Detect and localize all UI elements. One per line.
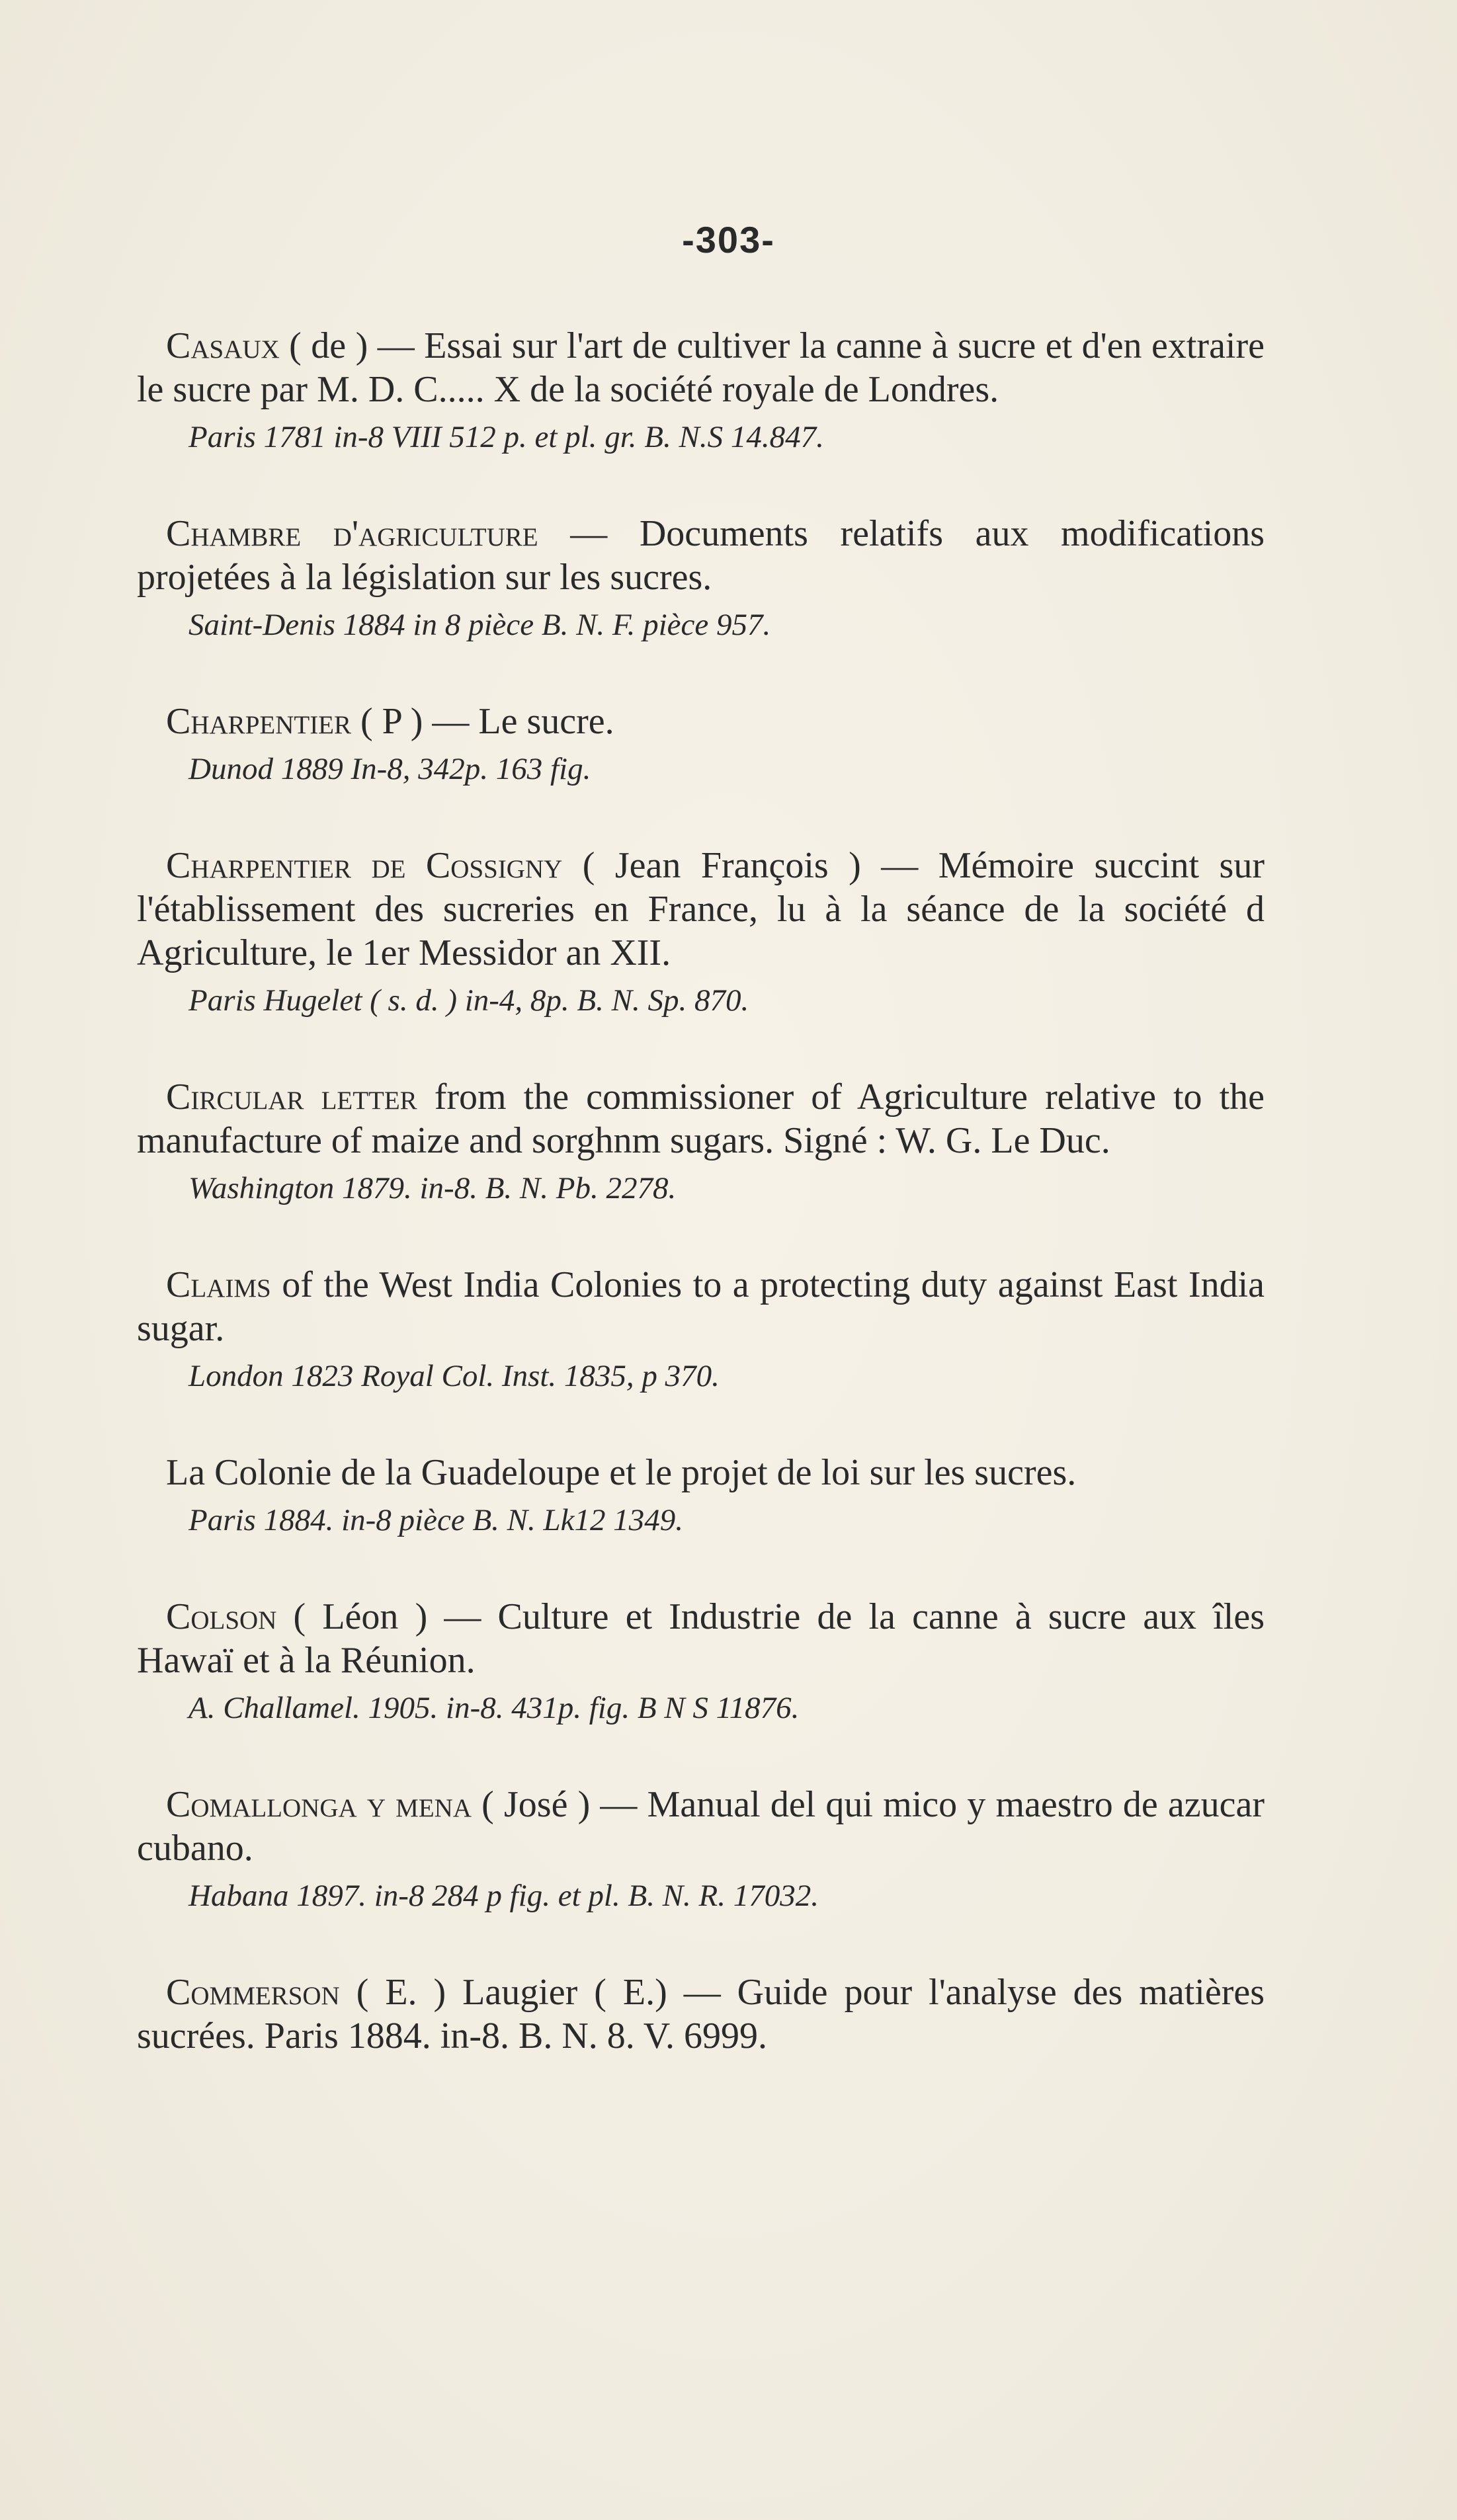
entry-body: — Documents relatifs aux modifications projetées à la législation sur les sucres. [137,513,1265,598]
entry-reference: Saint-Denis 1884 in 8 pièce B. N. F. pièce 957. [188,608,771,642]
entry-reference: Paris 1884. in-8 pièce B. N. Lk12 1349. [188,1503,684,1537]
bibliography-entry [137,1263,1265,1398]
entry-body: ( José ) — Manual del qui mico y maestro de azucar cubano. [137,1784,1265,1869]
entry-reference: Dunod 1889 In-8, 342p. 163 fig. [188,752,591,786]
entry-text [137,512,1265,599]
entry-body: ( Jean François ) — Mémoire succint sur l'établissement des sucreries en France, lu à la séance de la société d Agriculture, le 1er Messidor an XII. [137,845,1265,973]
bibliography-entry [137,512,1265,647]
entry-text [137,1971,1265,2058]
page-number: -303- [682,219,775,261]
bibliography-entry [137,324,1265,459]
entry-author: Charpentier [166,701,352,742]
entry-reference: A. Challamel. 1905. in-8. 431p. fig. B N S 11876. [188,1691,800,1725]
entry-author: Chambre d'agriculture [166,513,538,554]
entry-text [137,1263,1265,1350]
entry-body: from the commissioner of Agriculture relative to the manufacture of maize and sorghnm sugars. Signé : W. G. Le Duc. [137,1077,1265,1161]
entry-body: of the West India Colonies to a protecting duty against East India sugar. [137,1264,1265,1349]
entry-body: ( E. ) Laugier ( E.) — Guide pour l'analyse des matières sucrées. Paris 1884. in-8. B. N. 8. V. 6999. [137,1972,1265,2056]
entry-author: Comallonga y mena [166,1784,472,1825]
entry-body: ( Léon ) — Culture et Industrie de la canne à sucre aux îles Hawaï et à la Réunion. [137,1596,1265,1681]
bibliography-entry [137,1075,1265,1210]
bibliography-entry [137,844,1265,1022]
entry-body: La Colonie de la Guadeloupe et le projet de loi sur les sucres. [166,1452,1077,1493]
bibliography-entry [137,700,1265,791]
entry-body: ( de ) — Essai sur l'art de cultiver la canne à sucre et d'en extraire le sucre par M. D. C..... X de la société royale de Londres. [137,325,1265,410]
entry-text [137,1075,1265,1162]
bibliography-list [137,324,1265,2111]
entry-text [137,1451,1265,1494]
entry-reference: Habana 1897. in-8 284 p fig. et pl. B. N. R. 17032. [188,1879,819,1913]
entry-author: Circular letter [166,1077,417,1118]
entry-text [137,1595,1265,1682]
entry-reference: Washington 1879. in-8. B. N. Pb. 2278. [188,1171,677,1205]
bibliography-entry [137,1451,1265,1542]
entry-reference: Paris Hugelet ( s. d. ) in-4, 8p. B. N. Sp. 870. [188,983,749,1018]
bibliography-entry [137,1595,1265,1730]
entry-text [137,844,1265,975]
entry-reference: London 1823 Royal Col. Inst. 1835, p 370. [188,1359,720,1393]
bibliography-entry [137,1783,1265,1918]
bibliography-entry [137,1971,1265,2058]
entry-author: Charpentier de Cossigny [166,845,563,886]
entry-body: ( P ) — Le sucre. [351,701,614,742]
entry-text [137,324,1265,411]
entry-author: Casaux [166,325,280,366]
entry-author: Commerson [166,1972,340,2013]
entry-reference: Paris 1781 in-8 VIII 512 p. et pl. gr. B. N.S 14.847. [188,420,824,454]
entry-author: Claims [166,1264,271,1305]
entry-text [137,700,1265,743]
entry-author: Colson [166,1596,277,1637]
entry-text [137,1783,1265,1870]
